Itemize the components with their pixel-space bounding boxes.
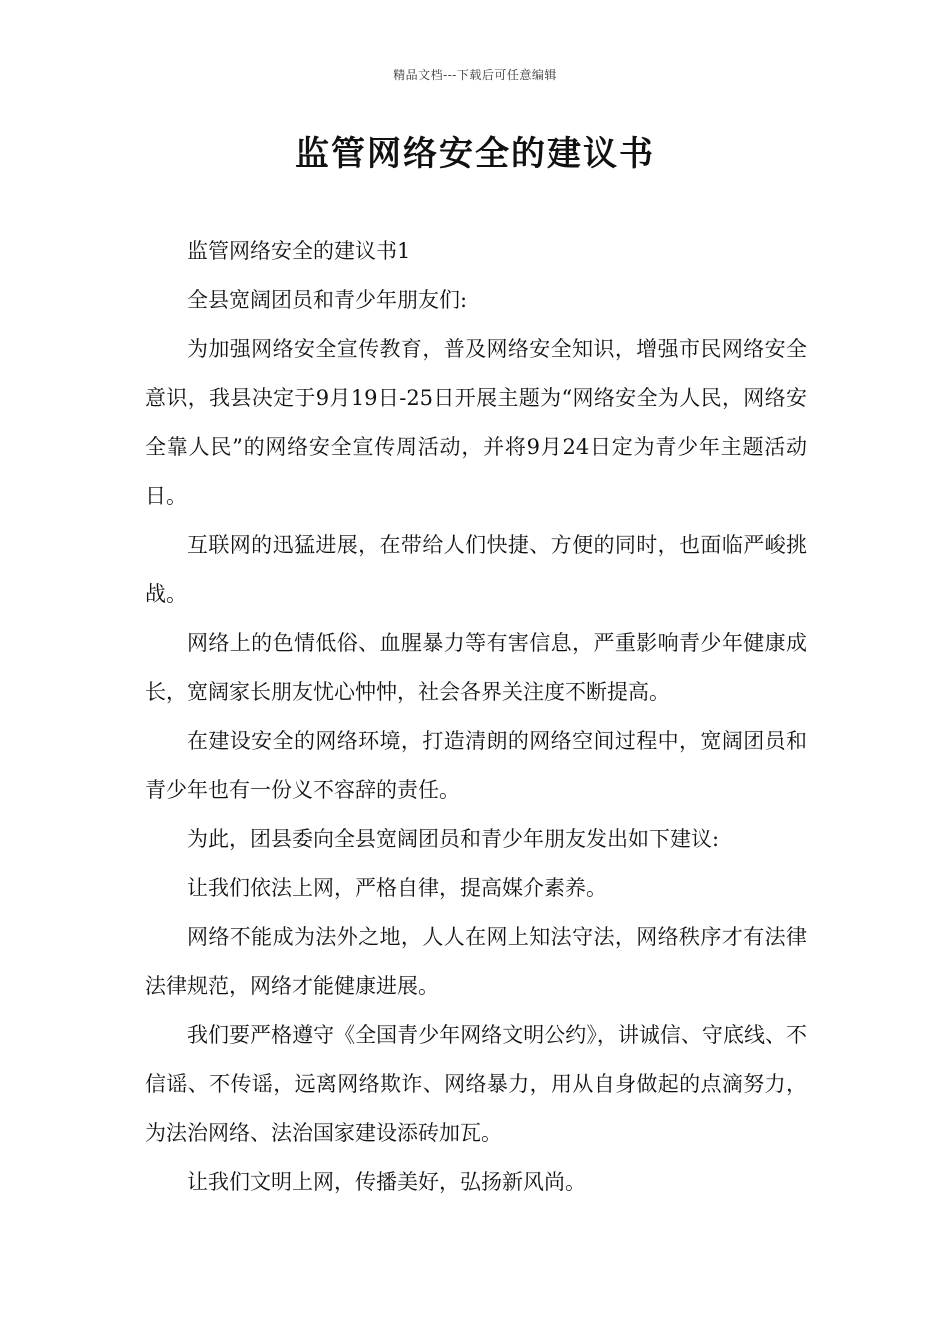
body-paragraph: 为加强网络安全宣传教育，普及网络安全知识，增强市民网络安全意识，我县决定于9月19日-25日开展主题为“网络安全为人民，网络安全靠人民”的网络安全宣传周活动，并将9月24日定为青少年主题活动日。: [145, 337, 807, 508]
body-paragraph: 在建设安全的网络环境，打造清朗的网络空间过程中，宽阔团员和青少年也有一份义不容辞的责任。: [145, 729, 807, 802]
document-body: [145, 227, 807, 1207]
body-paragraph: 网络不能成为法外之地，人人在网上知法守法，网络秩序才有法律法律规范，网络才能健康进展。: [145, 925, 807, 998]
body-paragraph: 监管网络安全的建议书1: [187, 239, 411, 263]
body-paragraph: 全县宽阔团员和青少年朋友们:: [187, 288, 468, 312]
body-paragraph: 网络上的色情低俗、血腥暴力等有害信息，严重影响青少年健康成长，宽阔家长朋友忧心忡忡，社会各界关注度不断提高。: [145, 631, 807, 704]
body-paragraph: 让我们文明上网，传播美好，弘扬新风尚。: [187, 1170, 586, 1194]
document-title: 监管网络安全的建议书: [295, 134, 655, 174]
body-paragraph: 互联网的迅猛进展，在带给人们快捷、方便的同时，也面临严峻挑战。: [145, 533, 807, 606]
body-paragraph: 为此，团县委向全县宽阔团员和青少年朋友发出如下建议:: [187, 827, 720, 851]
body-paragraph: 我们要严格遵守《全国青少年网络文明公约》，讲诚信、守底线、不信谣、不传谣，远离网络欺诈、网络暴力，用从自身做起的点滴努力，为法治网络、法治国家建设添砖加瓦。: [145, 1023, 807, 1145]
header-note: 精品文档---下载后可任意编辑: [393, 68, 557, 82]
body-paragraph: 让我们依法上网，严格自律，提高媒介素养。: [187, 876, 607, 900]
